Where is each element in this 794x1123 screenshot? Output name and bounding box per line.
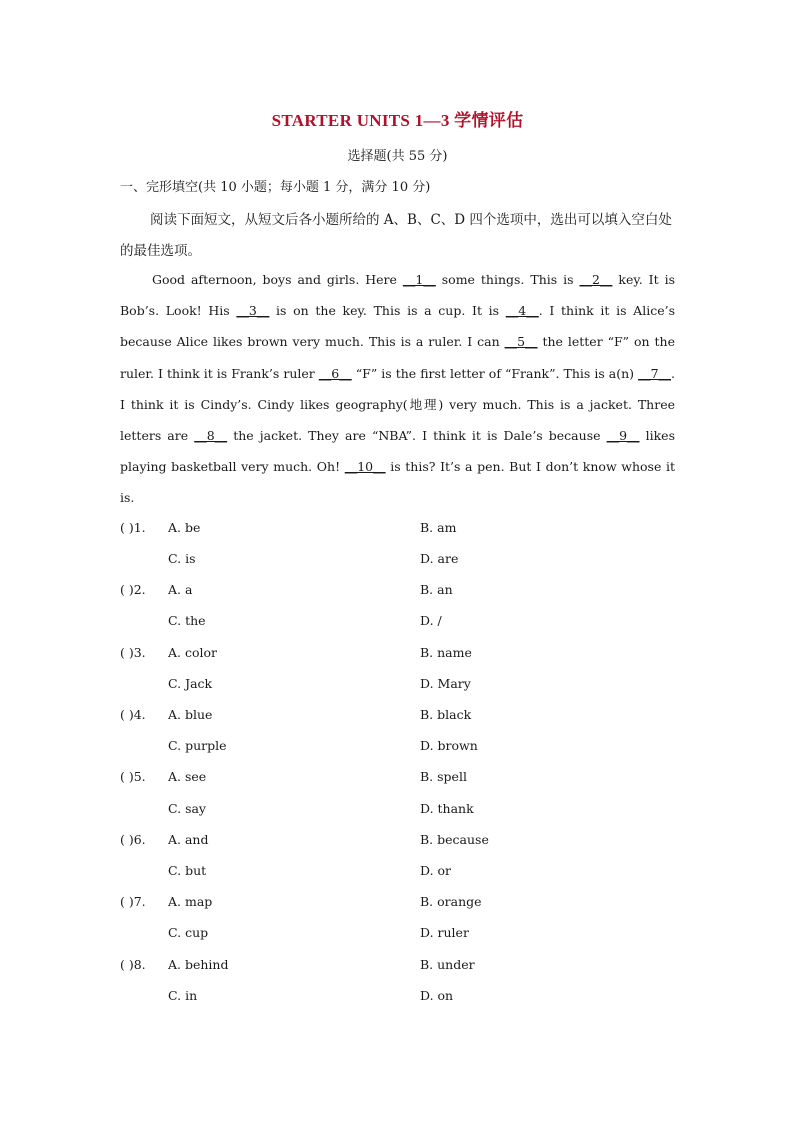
answer-bracket[interactable]: ( )8. [120,957,146,972]
blank-1: __1__ [402,272,436,287]
passage-text: likes playing basketball very much. Oh! [120,428,675,475]
blank-9: __9__ [606,428,640,444]
option-d: D. thank [420,801,474,816]
blank-5: __5__ [504,334,538,350]
option-a: A. see [168,769,207,784]
option-b: B. am [420,520,457,535]
question-1-row-ab [120,520,675,551]
passage-text: “F” is the first letter of “Frank”. This is a(n) [351,365,639,381]
option-b: B. spell [420,769,467,784]
option-c: C. purple [168,738,227,753]
option-d: D. on [420,988,454,1003]
passage-text: is on the key. This is a cup. It is [269,303,506,319]
page-subtitle: 选择题(共 55 分) [347,149,448,164]
answer-bracket[interactable]: ( )1. [120,520,146,535]
answer-bracket[interactable]: ( )4. [120,707,146,722]
question-1-row-cd [120,551,675,582]
option-c: C. but [168,863,207,878]
option-a: A. behind [168,957,229,972]
option-b: B. under [420,957,475,972]
passage-text: the letter “F” on the ruler. I think it is Frank’s ruler [120,334,675,381]
answer-bracket[interactable]: ( )3. [120,645,146,660]
passage-text: some things. This is [435,272,580,287]
question-3-row-ab [120,645,675,676]
passage-text: the jacket. They are “NBA”. I think it is Dale’s because [227,428,607,444]
question-7-row-cd [120,925,675,956]
question-5-row-ab [120,769,675,800]
option-b: B. orange [420,894,482,909]
passage-text: Good afternoon, boys and girls. Here [152,272,403,287]
question-5-row-cd [120,801,675,832]
option-d: D. are [420,551,459,566]
option-c: C. the [168,613,206,628]
answer-bracket[interactable]: ( )2. [120,582,146,597]
option-a: A. a [168,582,193,597]
section-heading: 一、完形填空(共 10 小题；每小题 1 分，满分 10 分) [120,180,431,195]
option-d: D. Mary [420,676,471,691]
option-a: A. and [168,832,209,847]
blank-2: __2__ [579,272,613,287]
question-4-row-ab [120,707,675,738]
blank-10: __10__ [344,459,386,475]
option-b: B. black [420,707,472,722]
option-a: A. blue [168,707,213,722]
blank-3: __3__ [236,303,270,319]
option-c: C. cup [168,925,209,940]
question-6-row-ab [120,832,675,863]
option-b: B. because [420,832,489,847]
option-b: B. an [420,582,453,597]
option-d: D. / [420,613,442,628]
question-3-row-cd [120,676,675,707]
question-8-row-cd [120,988,675,1019]
option-c: C. in [168,988,198,1003]
option-d: D. ruler [420,925,469,940]
option-a: A. be [168,520,201,535]
option-c: C. say [168,801,206,816]
question-7-row-ab [120,894,675,925]
question-2-row-cd [120,613,675,644]
option-a: A. map [168,894,213,909]
question-8-row-ab [120,957,675,988]
cloze-passage [120,264,675,514]
passage-text: . I think it is Alice’s because Alice likes brown very much. This is a ruler. I can [120,303,675,350]
answer-bracket[interactable]: ( )6. [120,832,146,847]
answer-bracket[interactable]: ( )7. [120,894,146,909]
blank-6: __6__ [318,365,352,381]
instructions-text: 阅读下面短文，从短文后各小题所给的 A、B、C、D 四个选项中，选出可以填入空白处的最佳选项。 [120,212,672,259]
passage-text: . I think it is Cindy’s. Cindy likes geography(地理) very much. This is a jacket. Three letters are [120,365,675,444]
option-d: D. brown [420,738,478,753]
option-c: C. Jack [168,676,213,691]
blank-8: __8__ [194,428,228,444]
question-4-row-cd [120,738,675,769]
question-2-row-ab [120,582,675,613]
answer-bracket[interactable]: ( )5. [120,769,146,784]
passage-text: key. It is Bob’s. Look! His [120,272,675,319]
blank-4: __4__ [505,303,539,319]
page-title: STARTER UNITS 1—3 学情评估 [271,111,524,130]
blank-7: __7__ [638,365,672,381]
question-6-row-cd [120,863,675,894]
option-b: B. name [420,645,472,660]
option-c: C. is [168,551,196,566]
option-d: D. or [420,863,452,878]
passage-text: is this? It’s a pen. But I don’t know whose it is. [120,459,675,506]
option-a: A. color [168,645,217,660]
